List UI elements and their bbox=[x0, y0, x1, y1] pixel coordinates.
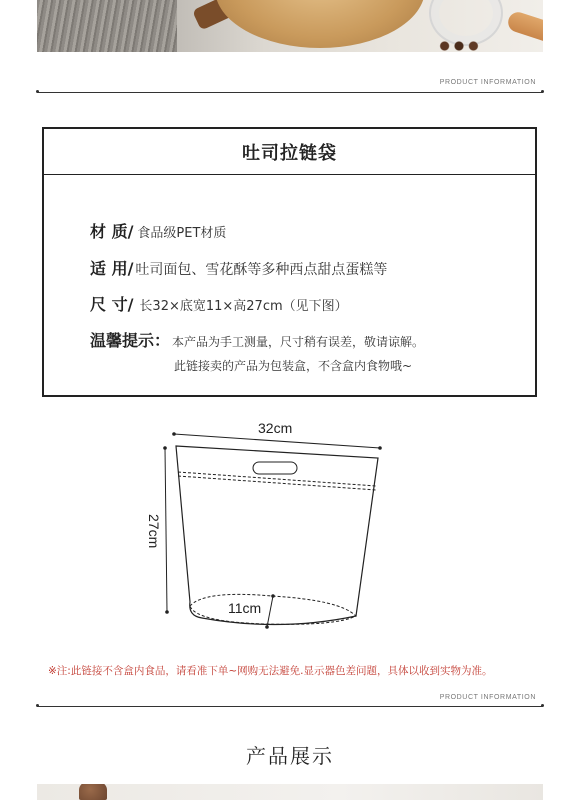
handle-slot bbox=[253, 462, 297, 474]
bag-size-diagram bbox=[140, 410, 400, 640]
length-label: 32cm bbox=[258, 420, 293, 436]
divider-top bbox=[37, 92, 543, 93]
notice-line-2: 此链接卖的产品为包装盒，不含盒内食物哦~ bbox=[174, 359, 413, 373]
section-label-top: PRODUCT INFORMATION bbox=[439, 79, 536, 86]
bottom-dim-dot-bottom bbox=[265, 625, 269, 629]
divider-bottom bbox=[37, 706, 543, 707]
notice-value: 本产品为手工测量，尺寸稍有误差，敬请谅解。 bbox=[172, 335, 425, 349]
bag-outline bbox=[176, 446, 378, 625]
height-dimension-line bbox=[165, 448, 167, 612]
height-label: 27cm bbox=[146, 514, 162, 549]
size-label: 尺 寸/ bbox=[90, 295, 134, 314]
section-label-bottom: PRODUCT INFORMATION bbox=[439, 694, 536, 701]
info-row-material bbox=[90, 219, 226, 242]
product-title: 吐司拉链袋 bbox=[242, 142, 337, 164]
length-dim-dot-right bbox=[378, 446, 382, 450]
notice-label: 温馨提示： bbox=[90, 331, 171, 350]
bottom-product-photo bbox=[37, 784, 543, 800]
cutting-board-image bbox=[215, 0, 425, 48]
towel-image bbox=[37, 0, 177, 52]
disclaimer-text: ※注:此链接不含盒内食品，请看准下单~网购无法避免.显示器色差问题，具体以收到实物为准。 bbox=[48, 665, 493, 677]
product-display-heading: 产品展示 bbox=[246, 744, 334, 768]
bottom-dim-dot-top bbox=[271, 594, 275, 598]
height-dim-dot-top bbox=[163, 446, 167, 450]
material-label: 材 质/ bbox=[90, 222, 134, 241]
product-info-box bbox=[42, 127, 537, 397]
info-row-size bbox=[90, 292, 348, 315]
usage-label: 适 用/ bbox=[90, 259, 134, 278]
zipper-line-2 bbox=[178, 476, 376, 490]
material-value: 食品级PET材质 bbox=[137, 226, 227, 241]
height-dim-dot-bottom bbox=[165, 610, 169, 614]
bottom-dimension-line bbox=[267, 596, 273, 627]
jar-lid-image bbox=[79, 784, 107, 800]
bottom-label: 11cm bbox=[228, 600, 262, 616]
coffee-beans-image bbox=[435, 40, 483, 52]
length-dimension-line bbox=[174, 434, 380, 448]
usage-value: 吐司面包、雪花酥等多种西点甜点蛋糕等 bbox=[135, 262, 388, 278]
top-product-photo bbox=[37, 0, 543, 52]
size-value: 长32×底宽11×高27cm（见下图） bbox=[139, 299, 348, 314]
info-row-notice bbox=[90, 328, 424, 351]
info-row-usage bbox=[90, 256, 387, 279]
length-dim-dot-left bbox=[172, 432, 176, 436]
info-title-row bbox=[44, 129, 535, 175]
whisk-handle-image bbox=[506, 10, 543, 51]
